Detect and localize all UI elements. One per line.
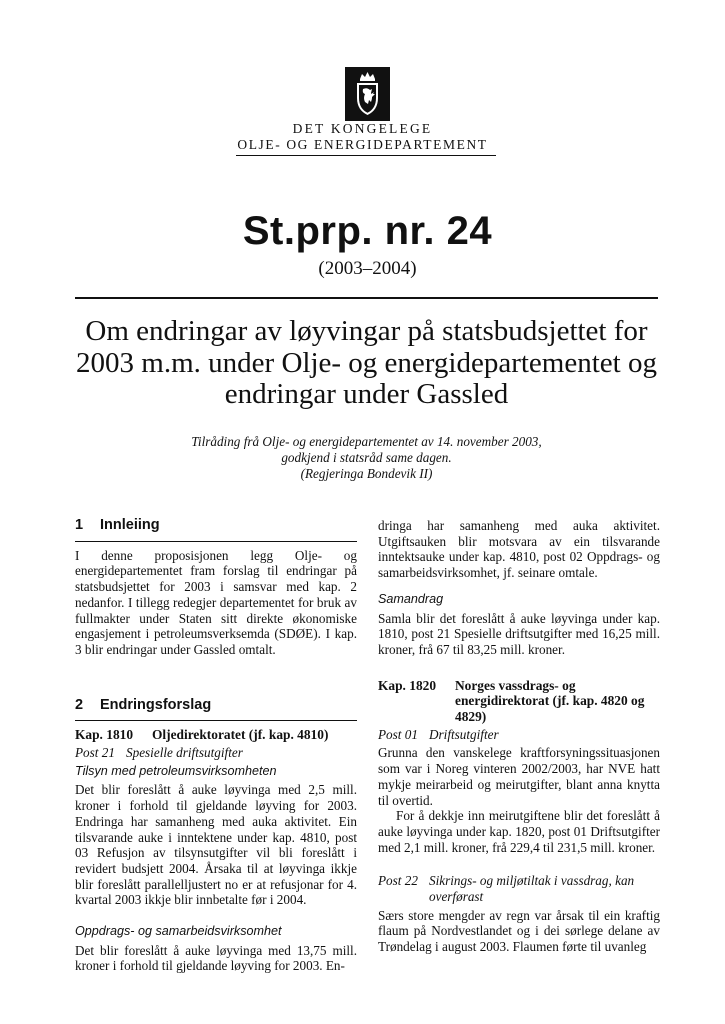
recommendation-line-3: (Regjeringa Bondevik II) bbox=[300, 466, 433, 481]
document-title: Om endringar av løyvingar på statsbudsjettet for 2003 m.m. under Olje- og energidepartementet og endringar under Gassled bbox=[76, 315, 657, 410]
department-divider bbox=[236, 155, 496, 156]
subheading-oppdrag: Oppdrags- og samarbeidsvirksomhet bbox=[75, 924, 282, 939]
post-21-title: Spesielle driftsutgifter bbox=[126, 745, 243, 761]
continued-text: dringa har samanheng med auka aktivitet. Utgiftsauken blir motsvara av ein tilsvarande inntektsauke under kap. 4810, post 02 Oppdrags- og samarbeidsvirksomhet, jf. seinare omtale. bbox=[378, 518, 660, 581]
left-column bbox=[75, 518, 357, 974]
post-22-code: Post 22 bbox=[378, 873, 418, 889]
subheading-tilsyn: Tilsyn med petroleumsvirksomheten bbox=[75, 763, 277, 778]
post-01-heading bbox=[378, 727, 660, 743]
coat-of-arms-emblem bbox=[345, 67, 390, 121]
kap-1820-heading bbox=[378, 678, 660, 725]
section-2-number: 2 bbox=[75, 696, 84, 713]
post-21-heading bbox=[75, 745, 357, 761]
section-2-heading bbox=[75, 698, 357, 722]
post-01-paragraph-1: Grunna den vanskelege kraftforsyningssituasjonen som var i Noreg vinteren 2002/2003, har NVE hatt mykje meirarbeid og meirutgifter, blant anna knytta til overtid. bbox=[378, 745, 660, 808]
kap-1810-code: Kap. 1810 bbox=[75, 727, 134, 743]
section-1-text: I denne proposisjonen legg Olje- og energidepartementet fram forslag til endringar på statsbudsjettet for 2003 i samsvar med kap. 2 nedanfor. I tillegg redegjer departementet for bruk av fullmakter under Staten sitt direkte økonomiske engasjement i petroleumsverksemda (SDØE). I kap. 3 blir endringar under Gassled omtalt. bbox=[75, 547, 357, 657]
post-21-code: Post 21 bbox=[75, 745, 115, 761]
summary-text: Samla blir det foreslått å auke løyvinga under kap. 1810, post 21 Spesielle driftsutgifter med 16,25 mill. kroner, frå 67 til 83,25 mill. kroner. bbox=[378, 610, 660, 657]
post-22-text: Særs store mengder av regn var årsak til ein kraftig flaum på Nordvestlandet og i dei sørlege delane av Trøndelag i august 2003. Flaumen førte til uvanleg bbox=[378, 907, 660, 955]
oppdrag-text: Det blir foreslått å auke løyvinga med 13,75 mill. kroner i forhold til gjeldande løyving for 2003. En- bbox=[75, 942, 357, 974]
section-2-title: Endringsforslag bbox=[100, 696, 212, 713]
post-01-code: Post 01 bbox=[378, 726, 418, 742]
post-01-title: Driftsutgifter bbox=[429, 726, 499, 742]
document-year: (2003–2004) bbox=[318, 258, 417, 279]
summary-heading: Samandrag bbox=[378, 591, 444, 606]
right-column bbox=[378, 518, 660, 955]
post-22-title: Sikrings- og miljøtiltak i vassdrag, kan overførast bbox=[429, 873, 635, 905]
document-number: St.prp. nr. 24 bbox=[242, 209, 493, 253]
department-line-2: OLJE- OG ENERGIDEPARTEMENT bbox=[237, 137, 488, 152]
kap-1820-title: Norges vassdrags- og energidirektorat (jf. kap. 4820 og 4829) bbox=[455, 677, 645, 725]
tilsyn-text: Det blir foreslått å auke løyvinga med 2,5 mill. kroner i forhold til gjeldande løyving for 2003. Endringa har samanheng med auka aktivitet. Ein tilsvarande auke i inntektene under kap. 4810, post 03 Refusjon av tilsynsutgifter vil bli foreslått i revidert budsjett 2004. Årsaka til at løyvinga ikkje blir foreslått parallelljustert no er at refusjonar for 4. kvartal 2003 ikkje blir innbetalte før i 2004. bbox=[75, 782, 357, 908]
post-01-paragraph-2: For å dekkje inn meirutgiftene blir det foreslått å auke løyvinga under kap. 1820, post 01 Driftsutgifter med 2,1 mill. kroner, frå 229,4 til 231,5 mill. kroner. bbox=[378, 808, 660, 855]
post-22-heading bbox=[378, 873, 660, 904]
recommendation-line-1: Tilråding frå Olje- og energidepartementet av 14. november 2003, bbox=[191, 434, 542, 449]
title-divider bbox=[75, 297, 658, 299]
section-1-number: 1 bbox=[75, 517, 84, 533]
recommendation-note bbox=[75, 434, 658, 482]
kap-1820-code: Kap. 1820 bbox=[378, 677, 437, 693]
recommendation-line-2: godkjend i statsråd same dagen. bbox=[281, 450, 452, 465]
kap-1810-title: Oljedirektoratet (jf. kap. 4810) bbox=[152, 727, 329, 743]
department-line-1: DET KONGELEGE bbox=[292, 121, 433, 136]
section-1-heading bbox=[75, 518, 357, 542]
section-1-title: Innleiing bbox=[100, 517, 160, 533]
kap-1810-heading bbox=[75, 727, 357, 743]
